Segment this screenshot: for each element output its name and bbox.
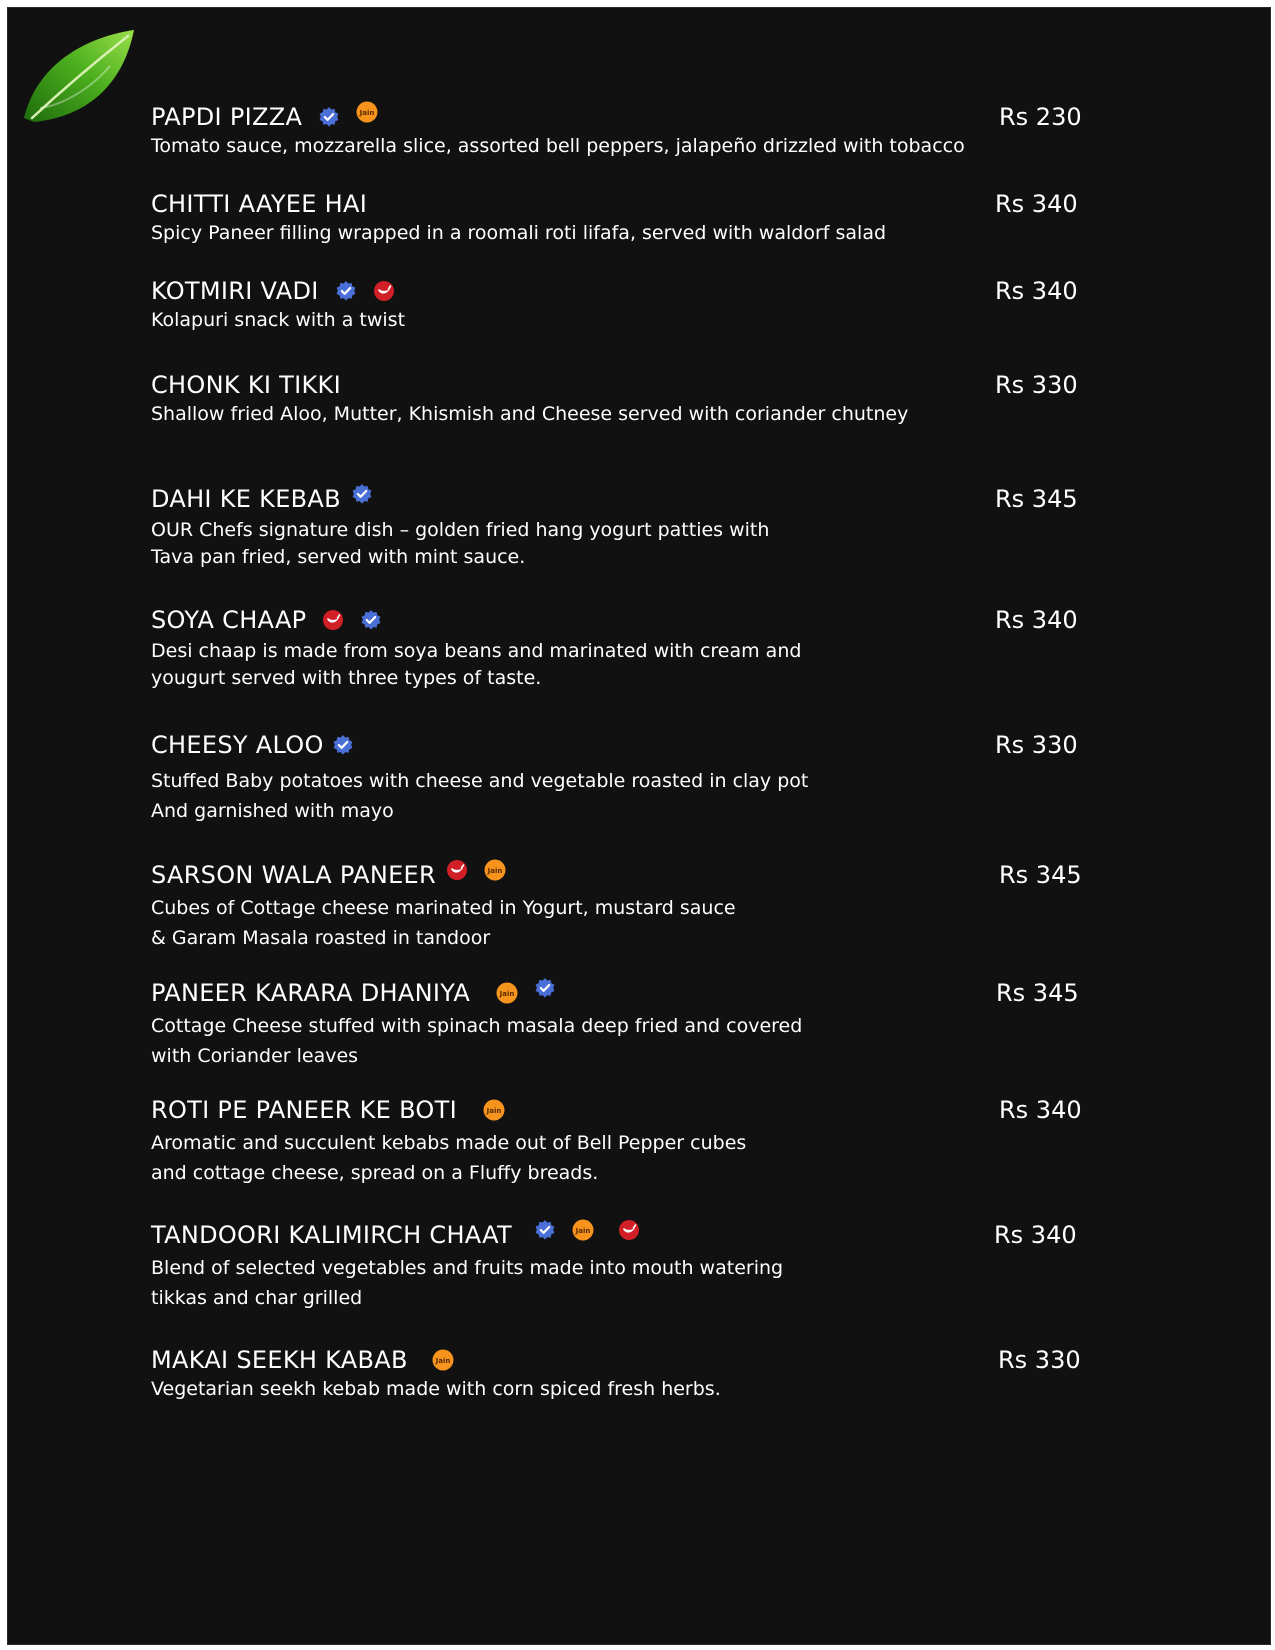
svg-text:Jain: Jain <box>499 989 515 998</box>
item-price: Rs 340 <box>994 1221 1077 1249</box>
item-price: Rs 340 <box>995 190 1078 218</box>
svg-text:Jain: Jain <box>359 108 375 117</box>
verified-check-icon <box>351 483 373 505</box>
menu-item <box>151 727 1151 826</box>
svg-text:Jain: Jain <box>487 866 503 875</box>
menu-item <box>151 1342 1151 1400</box>
item-description: yougurt served with three types of taste. <box>151 667 542 689</box>
item-price: Rs 345 <box>999 861 1082 889</box>
item-description: Vegetarian seekh kebab made with corn spiced fresh herbs. <box>151 1378 721 1400</box>
item-name: PAPDI PIZZA <box>151 103 303 131</box>
item-price: Rs 330 <box>995 731 1078 759</box>
item-name: ROTI PE PANEER KE BOTI <box>151 1096 457 1124</box>
item-description: Stuffed Baby potatoes with cheese and vegetable roasted in clay pot <box>151 770 809 792</box>
spicy-chili-icon <box>618 1219 640 1241</box>
menu-page <box>7 7 1271 1645</box>
item-description: Spicy Paneer filling wrapped in a roomali roti lifafa, served with waldorf salad <box>151 222 887 244</box>
item-price: Rs 330 <box>995 371 1078 399</box>
item-name: SOYA CHAAP <box>151 606 307 634</box>
menu-item <box>151 367 1151 425</box>
item-description: Tava pan fried, served with mint sauce. <box>151 546 526 568</box>
item-price: Rs 345 <box>996 979 1079 1007</box>
verified-check-icon <box>534 977 556 999</box>
item-description: Aromatic and succulent kebabs made out of Bell Pepper cubes <box>151 1132 747 1154</box>
item-description: Cubes of Cottage cheese marinated in Yogurt, mustard sauce <box>151 897 736 919</box>
menu-item <box>151 186 1151 244</box>
item-name: PANEER KARARA DHANIYA <box>151 979 471 1007</box>
item-price: Rs 330 <box>998 1346 1081 1374</box>
menu-item <box>151 1217 1151 1313</box>
spicy-chili-icon <box>446 859 468 881</box>
verified-check-icon <box>360 609 382 631</box>
verified-check-icon <box>534 1219 556 1241</box>
item-price: Rs 230 <box>999 103 1082 131</box>
item-name: KOTMIRI VADI <box>151 277 319 305</box>
item-name: CHONK KI TIKKI <box>151 371 341 399</box>
item-name: CHITTI AAYEE HAI <box>151 190 368 218</box>
menu-item <box>151 481 1151 571</box>
svg-text:Jain: Jain <box>486 1106 502 1115</box>
item-description: & Garam Masala roasted in tandoor <box>151 927 491 949</box>
svg-text:Jain: Jain <box>435 1356 451 1365</box>
item-description: Shallow fried Aloo, Mutter, Khismish and Cheese served with coriander chutney <box>151 403 909 425</box>
item-name: DAHI KE KEBAB <box>151 485 341 513</box>
spicy-chili-icon <box>322 609 344 631</box>
item-description: and cottage cheese, spread on a Fluffy breads. <box>151 1162 599 1184</box>
green-leaf-icon <box>18 22 142 132</box>
jain-badge-icon <box>484 859 506 881</box>
item-name: MAKAI SEEKH KABAB <box>151 1346 408 1374</box>
item-description: tikkas and char grilled <box>151 1287 363 1309</box>
item-description: with Coriander leaves <box>151 1045 359 1067</box>
jain-badge-icon <box>356 101 378 123</box>
item-price: Rs 340 <box>999 1096 1082 1124</box>
spicy-chili-icon <box>373 280 395 302</box>
item-description: And garnished with mayo <box>151 800 394 822</box>
item-name: SARSON WALA PANEER <box>151 861 436 889</box>
jain-badge-icon <box>572 1219 594 1241</box>
item-name: TANDOORI KALIMIRCH CHAAT <box>151 1221 513 1249</box>
menu-item <box>151 857 1151 953</box>
menu-item <box>151 602 1151 692</box>
jain-badge-icon <box>496 982 518 1004</box>
jain-badge-icon <box>432 1349 454 1371</box>
item-description: Kolapuri snack with a twist <box>151 309 406 331</box>
item-price: Rs 340 <box>995 606 1078 634</box>
menu-item <box>151 975 1151 1071</box>
verified-check-icon <box>332 734 354 756</box>
item-description: Cottage Cheese stuffed with spinach masala deep fried and covered <box>151 1015 803 1037</box>
svg-text:Jain: Jain <box>575 1226 591 1235</box>
item-name: CHEESY ALOO <box>151 731 324 759</box>
menu-item <box>151 273 1151 331</box>
item-description: Blend of selected vegetables and fruits made into mouth watering <box>151 1257 784 1279</box>
item-description: Tomato sauce, mozzarella slice, assorted bell peppers, jalapeño drizzled with tobacco <box>151 135 965 157</box>
menu-item <box>151 99 1151 157</box>
item-description: OUR Chefs signature dish – golden fried hang yogurt patties with <box>151 519 770 541</box>
verified-check-icon <box>318 106 340 128</box>
item-description: Desi chaap is made from soya beans and marinated with cream and <box>151 640 802 662</box>
menu-item <box>151 1092 1151 1188</box>
item-price: Rs 340 <box>995 277 1078 305</box>
verified-check-icon <box>335 280 357 302</box>
jain-badge-icon <box>483 1099 505 1121</box>
item-price: Rs 345 <box>995 485 1078 513</box>
